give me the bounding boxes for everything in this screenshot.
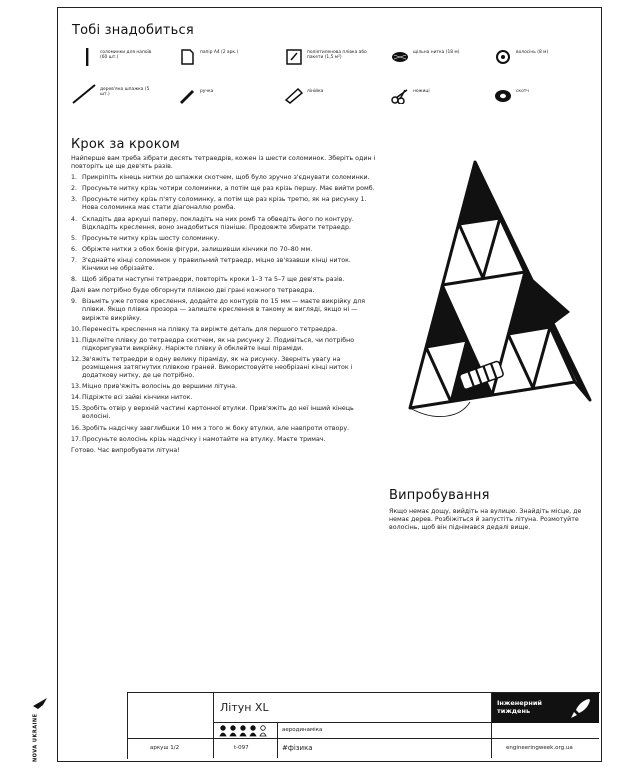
material-item: щільна нитка (18 м)	[391, 50, 473, 64]
testing-body: Якщо немає дощу, вийдіть на вулицю. Знайдіть місце, де немає дерев. Розбіжіться й запустіть літуна. Розмотуйте волосінь, щоб він піднімався дедалі вище.	[389, 508, 582, 532]
hashtag-cell	[278, 739, 492, 758]
item-code: t-097	[234, 745, 249, 751]
fishing-line-icon	[494, 50, 512, 64]
pen-icon	[178, 89, 196, 103]
material-item: ручка	[178, 89, 260, 103]
material-item: папір А4 (2 арк.)	[178, 50, 260, 64]
steps-list-a	[71, 174, 376, 284]
rocket-icon	[569, 697, 593, 719]
steps-list-b	[71, 298, 376, 443]
step-item: 12. Зв'яжіть тетраедри в одну велику піраміду, як на рисунку. Зверніть увагу на розміщення затягнутих плівкою граней. Використовуйте необрізані кінці ниток і додаткову нитку, де це потрібно.	[71, 355, 353, 380]
brand-text: Інженерний тиждень	[497, 699, 542, 715]
nova-ukraine-logo	[24, 695, 52, 763]
material-item: поліетиленова плівка або пакети (1,5 м²)	[285, 50, 367, 64]
step-item: 5. Просуньте нитку крізь шосту соломинку.	[71, 234, 220, 242]
step-item: 15. Зробіть отвір у верхній частині картонної втулки. Прив'яжіть до неї інший кінець волосіні.	[71, 405, 354, 421]
intro-text: Найперше вам треба зібрати десять тетраедрів, кожен із шести соломинок. Зберіть один і повторіть це ще дев'ять разів.	[71, 155, 376, 171]
step-item: 7. З'єднайте кінці соломинок у правильний тетраедр, міцно зв'язавши кінці ниток. Кінчики не обрізайте.	[71, 256, 351, 273]
tetrahedral-kite-illustration	[395, 150, 605, 440]
material-item: волосінь (8 м)	[494, 50, 576, 64]
site-cell	[492, 739, 599, 758]
material-item: соломинки для напоїв (60 шт.)	[78, 50, 160, 64]
difficulty-icon-filled	[240, 726, 246, 736]
testing-title: Випробування	[389, 488, 490, 503]
step-item: 13. Міцно прив'яжіть волосінь до вершини літуна.	[71, 383, 238, 391]
topic-cell	[278, 723, 492, 739]
difficulty-rating	[214, 723, 278, 739]
step-item: 4. Складіть два аркуші паперу, покладіть на них ромб та обведіть його по контуру. Відкладіть креслення, воно знадобиться пізніше. Продовжте збирати тетраедр.	[71, 215, 354, 231]
sheet-cell	[128, 739, 214, 758]
step-item: 2. Просуньте нитку крізь чотири соломинки, а потім ще раз крізь першу. Має вийти ромб.	[71, 185, 375, 193]
film-icon	[285, 50, 303, 64]
side-logo-text: NOVA UKRAINE	[32, 713, 39, 763]
step-item: 9. Візьміть уже готове креслення, додайте до контурів по 15 мм — маєте викрійку для плівки. Якщо плівка прозора — залиште креслення в такому ж вигляді, якщо ні — виріжте викрійку.	[71, 298, 366, 322]
skewer-icon	[72, 87, 96, 101]
testing-section	[389, 488, 589, 532]
site-url[interactable]: engineeringweek.org.ua	[506, 745, 573, 751]
thread-icon	[391, 50, 409, 64]
topic-text: аеродинаміка	[282, 727, 323, 733]
hashtag-text: #фізика	[282, 744, 313, 752]
mid-text: Далі вам потрібно буде обгорнути плівкою дві грані кожного тетраедра.	[71, 287, 315, 295]
material-item: лінійка	[285, 89, 367, 103]
difficulty-icon-filled	[230, 726, 236, 736]
footer-title-block	[127, 692, 600, 759]
step-item: 1. Прикріпіть кінець нитки до шпажки скотчем, щоб було зручно з'єднувати соломинки.	[71, 174, 370, 182]
ruler-icon	[285, 89, 303, 103]
materials-title: Тобі знадобиться	[72, 23, 194, 38]
footer-title-cell	[214, 693, 492, 723]
code-cell	[214, 739, 278, 758]
step-item: 3. Просуньте нитку крізь п'яту соломинку, а потім ще раз крізь третю, як на рисунку 1. Нова соломинка має стати діагоналлю ромба.	[71, 196, 367, 212]
brand-block	[492, 693, 599, 723]
step-item: 11. Підклеїте плівку до тетраедра скотчем, як на рисунку 2. Подивіться, чи потрібно підкоригувати викрійку. Наріжте плівку й обклейте інші піраміди.	[71, 336, 355, 352]
straw-icon	[78, 50, 96, 64]
step-item: 16. Зробіть надсічку завглибшки 10 мм з того ж боку втулки, але навпроти отвору.	[71, 424, 350, 432]
steps-title: Крок за кроком	[71, 137, 180, 152]
step-item: 14. Підріжте всі зайві кінчики ниток.	[71, 394, 193, 402]
material-item: дерев'яна шпажка (5 шт.)	[72, 87, 160, 101]
sheet-number: аркуш 1/2	[150, 745, 180, 751]
difficulty-icon-filled	[220, 726, 226, 736]
scissors-icon	[391, 89, 409, 103]
step-item: 17. Просуньте волосінь крізь надсічку і намотайте на втулку. Маєте тримач.	[71, 435, 326, 443]
step-item: 8. Щоб зібрати наступні тетраедри, повторіть кроки 1–3 та 5–7 ще дев'ять разів.	[71, 276, 345, 284]
material-item: ножиці	[391, 89, 473, 103]
step-item: 10. Перенесіть креслення на плівку та виріжте деталь для першого тетраедра.	[71, 325, 338, 333]
steps-text	[71, 155, 376, 458]
bird-icon	[32, 697, 48, 711]
kite-title: Літун XL	[220, 701, 269, 714]
difficulty-stars	[217, 725, 277, 737]
footer-empty-cell	[128, 693, 214, 739]
difficulty-icon-empty	[260, 726, 266, 736]
paper-icon	[178, 50, 196, 64]
done-text: Готово. Час випробувати літуна!	[71, 446, 180, 454]
step-item: 6. Обріжте нитки з обох боків фігури, залишивши кінчики по 70–80 мм.	[71, 245, 313, 253]
brand-spacer	[492, 723, 599, 739]
tape-icon	[494, 89, 512, 103]
difficulty-icon-filled	[250, 726, 256, 736]
material-item: скотч	[494, 89, 576, 103]
